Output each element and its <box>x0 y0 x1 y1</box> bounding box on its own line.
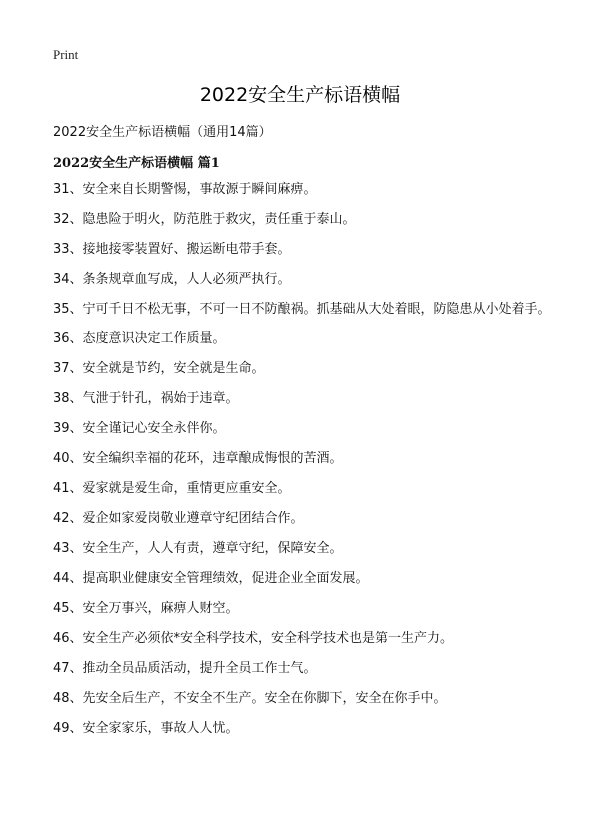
slogan-item: 48、先安全后生产，不安全不生产。安全在你脚下，安全在你手中。 <box>53 691 447 706</box>
slogan-item: 39、安全谨记心安全永伴你。 <box>53 421 226 436</box>
slogan-item: 43、安全生产，人人有责，遵章守纪，保障安全。 <box>53 541 343 556</box>
slogan-item: 41、爱家就是爱生命，重情更应重安全。 <box>53 481 291 496</box>
print-link[interactable]: Print <box>53 47 79 62</box>
slogan-item: 32、隐患险于明火，防范胜于救灾，责任重于泰山。 <box>53 212 356 227</box>
document-title: 2022安全生产标语横幅 <box>199 84 401 106</box>
slogan-item: 49、安全家家乐，事故人人忧。 <box>53 721 239 736</box>
document-subtitle: 2022安全生产标语横幅（通用14篇） <box>53 125 272 140</box>
slogan-item: 35、宁可千日不松无事，不可一日不防酿祸。抓基础从大处着眼，防隐患从小处着手。 <box>53 302 551 317</box>
slogan-item: 34、条条规章血写成，人人必须严执行。 <box>53 272 291 287</box>
slogan-item: 42、爱企如家爱岗敬业遵章守纪团结合作。 <box>53 511 304 526</box>
slogan-item: 47、推动全员品质活动，提升全员工作士气。 <box>53 661 317 676</box>
slogan-item: 40、安全编织幸福的花环，违章酿成悔恨的苦酒。 <box>53 451 343 466</box>
slogan-item: 38、气泄于针孔，祸始于违章。 <box>53 391 239 406</box>
slogan-item: 33、接地接零装置好、搬运断电带手套。 <box>53 242 291 257</box>
slogan-item: 46、安全生产必须依*安全科学技术，安全科学技术也是第一生产力。 <box>53 631 454 646</box>
slogan-item: 31、安全来自长期警惕，事故源于瞬间麻痹。 <box>53 182 317 197</box>
slogan-item: 44、提高职业健康安全管理绩效，促进企业全面发展。 <box>53 571 369 586</box>
slogan-item: 36、态度意识决定工作质量。 <box>53 331 226 346</box>
slogan-item: 45、安全万事兴，麻痹人财空。 <box>53 601 239 616</box>
slogan-list <box>53 180 563 749</box>
slogan-item: 37、安全就是节约，安全就是生命。 <box>53 361 265 376</box>
section-heading: 2022安全生产标语横幅 篇1 <box>53 156 220 171</box>
